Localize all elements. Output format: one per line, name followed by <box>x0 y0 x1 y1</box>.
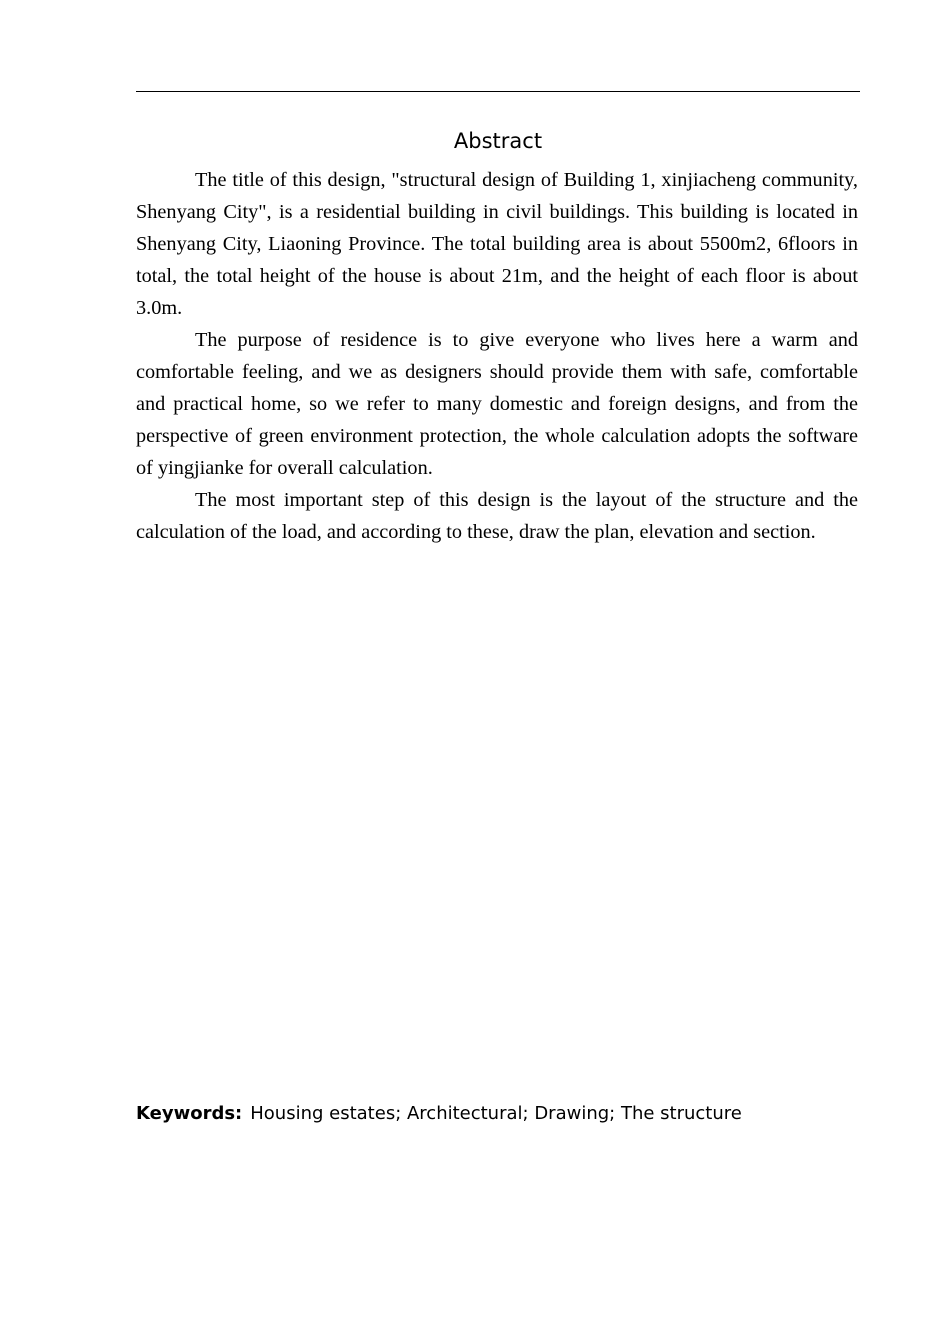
abstract-body <box>136 164 858 548</box>
abstract-paragraph-1: The title of this design, "structural design of Building 1, xinjiacheng community, Shenyang City", is a residential building in civil buildings. This building is located in Shenyang City, Liaoning Province. The total building area is about 5500m2, 6floors in total, the total height of the house is about 21m, and the height of each floor is about 3.0m. <box>136 169 858 319</box>
keywords-label: Keywords: <box>136 1103 243 1124</box>
keywords-line <box>136 1100 860 1128</box>
abstract-paragraph-2: The purpose of residence is to give everyone who lives here a warm and comfortable feeling, and we as designers should provide them with safe, comfortable and practical home, so we refer to many domestic and foreign designs, and from the perspective of green environment protection, the whole calculation adopts the software of yingjianke for overall calculation. <box>136 329 858 479</box>
keywords-value: Housing estates; Architectural; Drawing; The structure <box>250 1103 742 1124</box>
abstract-title: Abstract <box>453 129 543 153</box>
header-rule <box>136 91 860 92</box>
abstract-paragraph-3: The most important step of this design is the layout of the structure and the calculation of the load, and according to these, draw the plan, elevation and section. <box>136 489 858 543</box>
